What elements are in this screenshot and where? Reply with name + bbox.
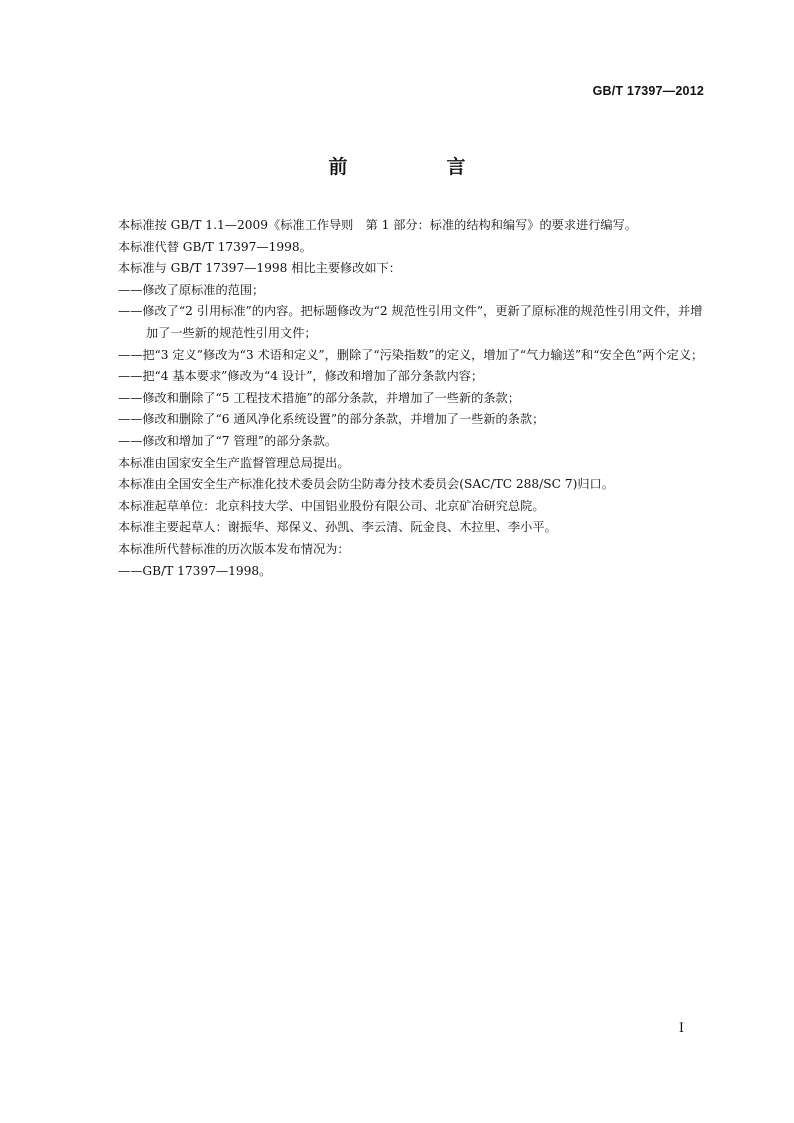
paragraph-replaces: 本标准代替 GB/T 17397—1998。 — [118, 239, 312, 254]
change-item-scope: ——修改了原标准的范围； — [118, 282, 265, 297]
paragraph-drafting-rule: 本标准按 GB/T 1.1—2009《标准工作导则 第 1 部分：标准的结构和编写》的要求进行编写。 — [118, 218, 637, 232]
page-number: I — [678, 1021, 684, 1036]
paragraph-changes-intro: 本标准与 GB/T 17397—1998 相比主要修改如下： — [118, 261, 401, 276]
change-item-management: ——修改和增加了“7 管理”的部分条款。 — [118, 433, 338, 448]
change-item-engineering-measures: ——修改和删除了“5 工程技术措施”的部分条款，并增加了一些新的条款； — [118, 390, 520, 405]
paragraph-under-jurisdiction: 本标准由全国安全生产标准化技术委员会防尘防毒分技术委员会(SAC/TC 288/SC 7)归口。 — [118, 477, 614, 492]
paragraph-drafting-units: 本标准起草单位：北京科技大学、中国铝业股份有限公司、北京矿冶研究总院。 — [118, 498, 545, 513]
standard-code: GB/T 17397—2012 — [592, 84, 704, 98]
page-title: 前 言 — [328, 156, 506, 178]
change-item-ventilation: ——修改和删除了“6 通风净化系统设置”的部分条款，并增加了一些新的条款； — [118, 412, 545, 427]
paragraph-history-intro: 本标准所代替标准的历次版本发布情况为： — [118, 541, 350, 556]
preface-body — [118, 215, 708, 582]
change-item-references: ——修改了“2 引用标准”的内容。把标题修改为“2 规范性引用文件”，更新了原标准的规范性引用文件，并增加了一些新的规范性引用文件； — [118, 304, 703, 340]
change-item-design: ——把“4 基本要求”修改为“4 设计”，修改和增加了部分条款内容； — [118, 369, 484, 384]
change-item-definitions: ——把“3 定义”修改为“3 术语和定义”，删除了“污染指数”的定义，增加了“气力输送”和“安全色”两个定义； — [118, 347, 704, 362]
paragraph-proposed-by: 本标准由国家安全生产监督管理总局提出。 — [118, 455, 350, 470]
paragraph-drafters: 本标准主要起草人：谢振华、郑保义、孙凯、李云清、阮金良、木拉里、李小平。 — [118, 520, 557, 535]
history-item: ——GB/T 17397—1998。 — [118, 563, 272, 578]
